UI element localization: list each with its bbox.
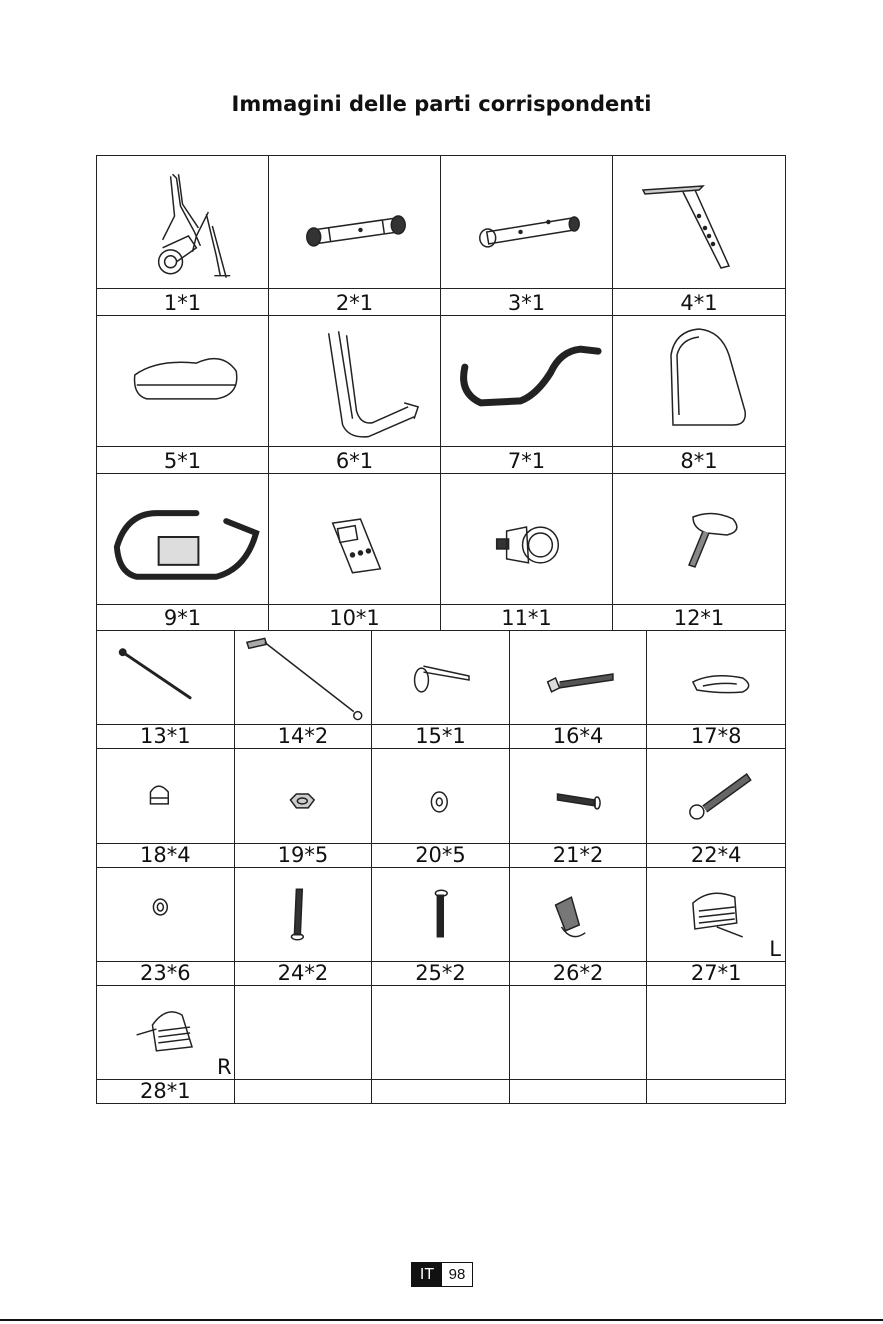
part-label: 26*2 (510, 961, 648, 985)
language-badge: IT (412, 1263, 442, 1286)
part-2-tube-image (269, 156, 441, 288)
part-20-washer-image (372, 748, 510, 843)
part-4-seat-post-image (613, 156, 785, 288)
part-label (647, 1079, 785, 1103)
part-label: 28*1 (97, 1079, 235, 1103)
part-label (510, 1079, 648, 1103)
right-pedal-marker: R (217, 1055, 232, 1079)
parts-table (96, 155, 786, 1104)
part-label (372, 1079, 510, 1103)
part-28-pedal-right-image (97, 985, 235, 1079)
part-label: 14*2 (235, 724, 373, 748)
part-label: 10*1 (269, 604, 441, 630)
left-pedal-marker: L (769, 937, 781, 961)
part-label: 22*4 (690, 843, 742, 867)
part-19-nut-image (235, 748, 373, 843)
part-25-bolt-image (372, 867, 510, 961)
part-label: 1*1 (97, 288, 269, 315)
part-15-pin-image (372, 630, 510, 724)
empty-cell (510, 985, 648, 1079)
part-label: 4*1 (680, 291, 718, 315)
part-5-seat-image (97, 315, 269, 446)
part-27-pedal-left-image (647, 867, 785, 961)
part-23-spring-washer-image (97, 867, 235, 961)
part-1-frame-image (97, 156, 269, 288)
page-footer (411, 1262, 473, 1287)
part-6-seat-rail-image (269, 315, 441, 446)
part-8-backrest-image (613, 315, 785, 446)
part-label: 15*1 (372, 724, 510, 748)
part-label: 18*4 (97, 843, 235, 867)
empty-cell (235, 985, 373, 1079)
page-title: Immagini delle parti corrispondenti (231, 92, 652, 116)
part-18-cap-nut-image (97, 748, 235, 843)
part-11-tension-knob-image (441, 473, 613, 604)
part-24-screw-image (235, 867, 373, 961)
part-label: 17*8 (690, 724, 742, 748)
part-22-bolt-image (647, 748, 785, 843)
bottom-rule (0, 1319, 883, 1321)
part-label: 13*1 (97, 724, 235, 748)
part-label: 20*5 (372, 843, 510, 867)
page-number: 98 (448, 1266, 466, 1283)
part-label: 8*1 (680, 449, 718, 473)
part-3-tube-image (441, 156, 613, 288)
part-label: 23*6 (97, 961, 235, 985)
part-label: 24*2 (235, 961, 373, 985)
part-label: 16*4 (510, 724, 648, 748)
part-label: 7*1 (441, 446, 613, 473)
part-10-console-image (269, 473, 441, 604)
part-9-grip-handlebar-image (97, 473, 269, 604)
part-label (235, 1079, 373, 1103)
empty-cell (372, 985, 510, 1079)
part-label: 19*5 (235, 843, 373, 867)
part-16-bolt-image (510, 630, 648, 724)
part-21-bolt-image (510, 748, 648, 843)
part-label: 3*1 (441, 288, 613, 315)
part-label: 2*1 (269, 288, 441, 315)
part-7-handlebar-image (441, 315, 613, 446)
empty-cell (647, 985, 785, 1079)
part-12-knob-image (613, 473, 785, 604)
part-label: 6*1 (269, 446, 441, 473)
part-label: 12*1 (673, 606, 725, 630)
part-label: 5*1 (97, 446, 269, 473)
part-17-washer-image (647, 630, 785, 724)
part-26-screw-image (510, 867, 648, 961)
part-label: 9*1 (97, 604, 269, 630)
part-label: 11*1 (441, 604, 613, 630)
part-13-rod-image (97, 630, 235, 724)
part-14-cable-image (235, 630, 373, 724)
part-label: 25*2 (372, 961, 510, 985)
part-label: 21*2 (510, 843, 648, 867)
part-label: 27*1 (690, 961, 742, 985)
